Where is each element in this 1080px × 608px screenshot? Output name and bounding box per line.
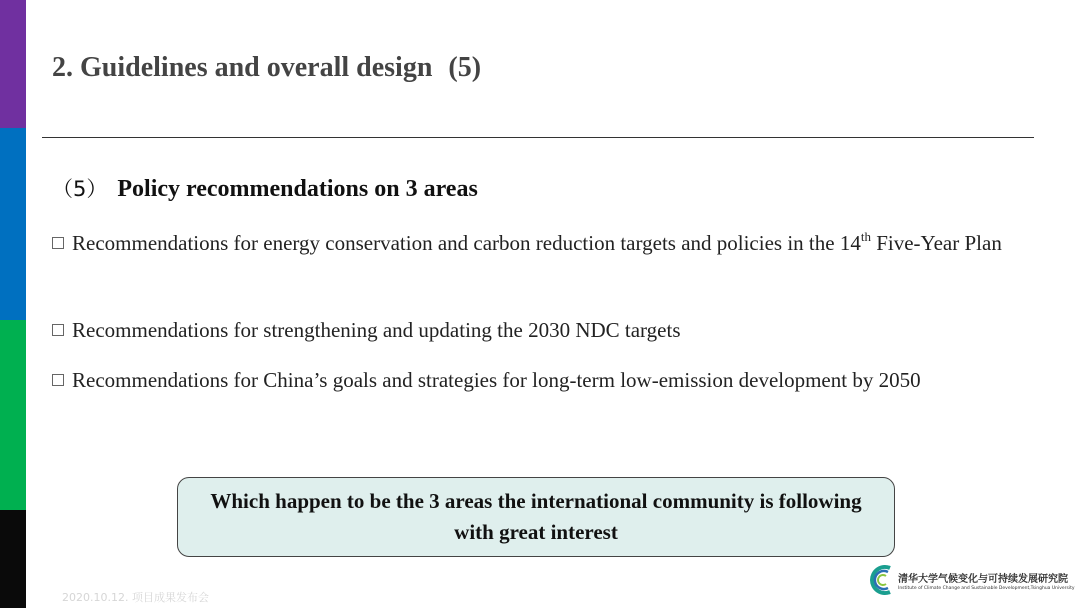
- square-bullet-icon: [52, 374, 64, 386]
- logo-name-en: Institute of Climate Change and Sustainable Development,Tsinghua University: [898, 586, 1075, 591]
- c-swoosh-logo-icon: [866, 562, 896, 598]
- bullet-text: Recommendations for strengthening and updating the 2030 NDC targets: [72, 318, 681, 342]
- page-title: [52, 52, 481, 84]
- stripe-blue: [0, 128, 26, 320]
- stripe-black: [0, 510, 26, 608]
- section-prefix: （5）: [52, 177, 108, 201]
- bullet-item-1: [52, 224, 1014, 262]
- square-bullet-icon: [52, 237, 64, 249]
- logo-name-cn: 清华大学气候变化与可持续发展研究院: [898, 574, 1068, 585]
- ordinal-suffix: th: [860, 229, 871, 244]
- callout-text: Which happen to be the 3 areas the international community is following with great interest: [210, 489, 862, 544]
- bullet-item-2: [52, 311, 1014, 349]
- section-heading-text: Policy recommendations on 3 areas: [117, 176, 478, 202]
- institute-logo: [866, 562, 1075, 598]
- bullet-text: Recommendations for China’s goals and strategies for long-term low-emission development by 2050: [72, 368, 921, 392]
- stripe-purple: [0, 0, 26, 128]
- stripe-green: [0, 320, 26, 510]
- callout-box: [177, 477, 895, 557]
- section-heading: [52, 173, 478, 203]
- footer-date: 2020.10.12. 项目成果发布会: [62, 591, 209, 604]
- bullet-item-3: [52, 361, 1014, 399]
- bullet-text: Recommendations for energy conservation and carbon reduction targets and policies in the 14th Five-Year Plan: [72, 229, 1002, 255]
- title-divider: [42, 137, 1034, 138]
- page-title-number: (5): [448, 52, 482, 83]
- square-bullet-icon: [52, 324, 64, 336]
- page-title-text: 2. Guidelines and overall design: [52, 52, 433, 83]
